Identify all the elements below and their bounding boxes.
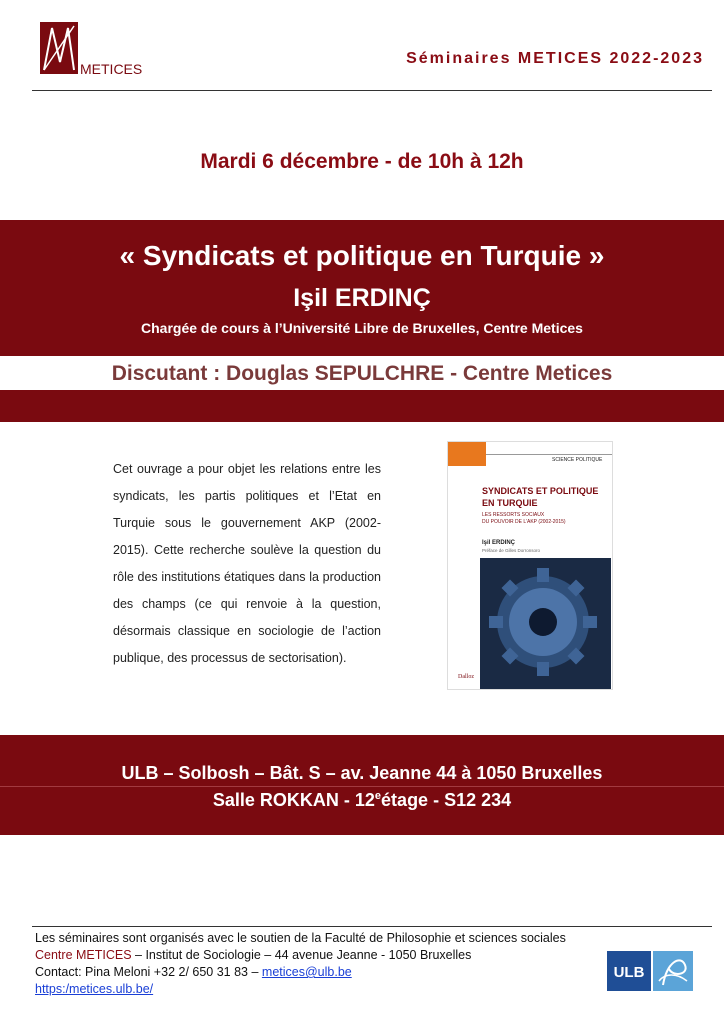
book-subtitle-2: DU POUVOIR DE L’AKP (2002-2015) [482,519,566,525]
speaker-affiliation: Chargée de cours à l’Université Libre de Bruxelles, Centre Metices [141,320,583,336]
seminar-title: « Syndicats et politique en Turquie » [119,240,605,271]
venue-banner [0,735,724,835]
book-cover-art [448,442,612,689]
series-title: Séminaires METICES 2022-2023 [406,50,704,67]
book-publisher: Dalloz [458,674,474,680]
header-divider [32,90,712,91]
book-title-2: EN TURQUIE [482,498,538,508]
book-cover [447,441,613,690]
speaker-name: Işil ERDINÇ [293,284,431,312]
venue-room: Salle ROKKAN - 12eétage - S12 234 [212,790,512,810]
discussant: Discutant : Douglas SEPULCHRE - Centre Metices [111,362,613,385]
footer-contact: Contact: Pina Meloni +32 2/ 650 31 83 – metices@ulb.be [35,965,352,979]
ulb-logo [607,951,693,991]
email-link[interactable]: metices@ulb.be [261,965,352,979]
decorative-band [0,390,724,422]
book-author: Işil ERDINÇ [482,540,516,546]
venue-divider [0,786,724,787]
book-title-1: SYNDICATS ET POLITIQUE [482,486,599,496]
footer-support: Les séminaires sont organisés avec le soutien de la Faculté de Philosophie et sciences sociales [35,931,566,945]
svg-text:ULB: ULB [613,964,645,981]
book-series: SCIENCE POLITIQUE [552,457,603,463]
footer [35,930,566,998]
book-preface: Préface de Gilles Dorronsoro [482,548,541,553]
footer-address: Centre METICES – Institut de Sociologie – 44 avenue Jeanne - 1050 Bruxelles [35,948,472,962]
venue-address: ULB – Solbosh – Bât. S – av. Jeanne 44 à 1050 Bruxelles [121,763,603,783]
footer-divider [32,926,712,927]
svg-text:METICES: METICES [80,61,143,77]
website-link[interactable]: https:/metices.ulb.be/ [35,982,154,996]
book-subtitle-1: LES RESSORTS SOCIAUX [482,512,545,518]
metices-logo [40,18,143,78]
description-text: Cet ouvrage a pour objet les relations entre les syndicats, les partis politiques et l’Etat en Turquie sous le gouvernement AKP (2002-2015). Cette recherche soulève la question du rôle des institutions étatiques dans la production des champs (ce qui renvoie à la question, désormais classique en sociologie de l’action publique, des processus de sectorisation). [113,462,381,665]
event-date: Mardi 6 décembre - de 10h à 12h [200,150,524,173]
